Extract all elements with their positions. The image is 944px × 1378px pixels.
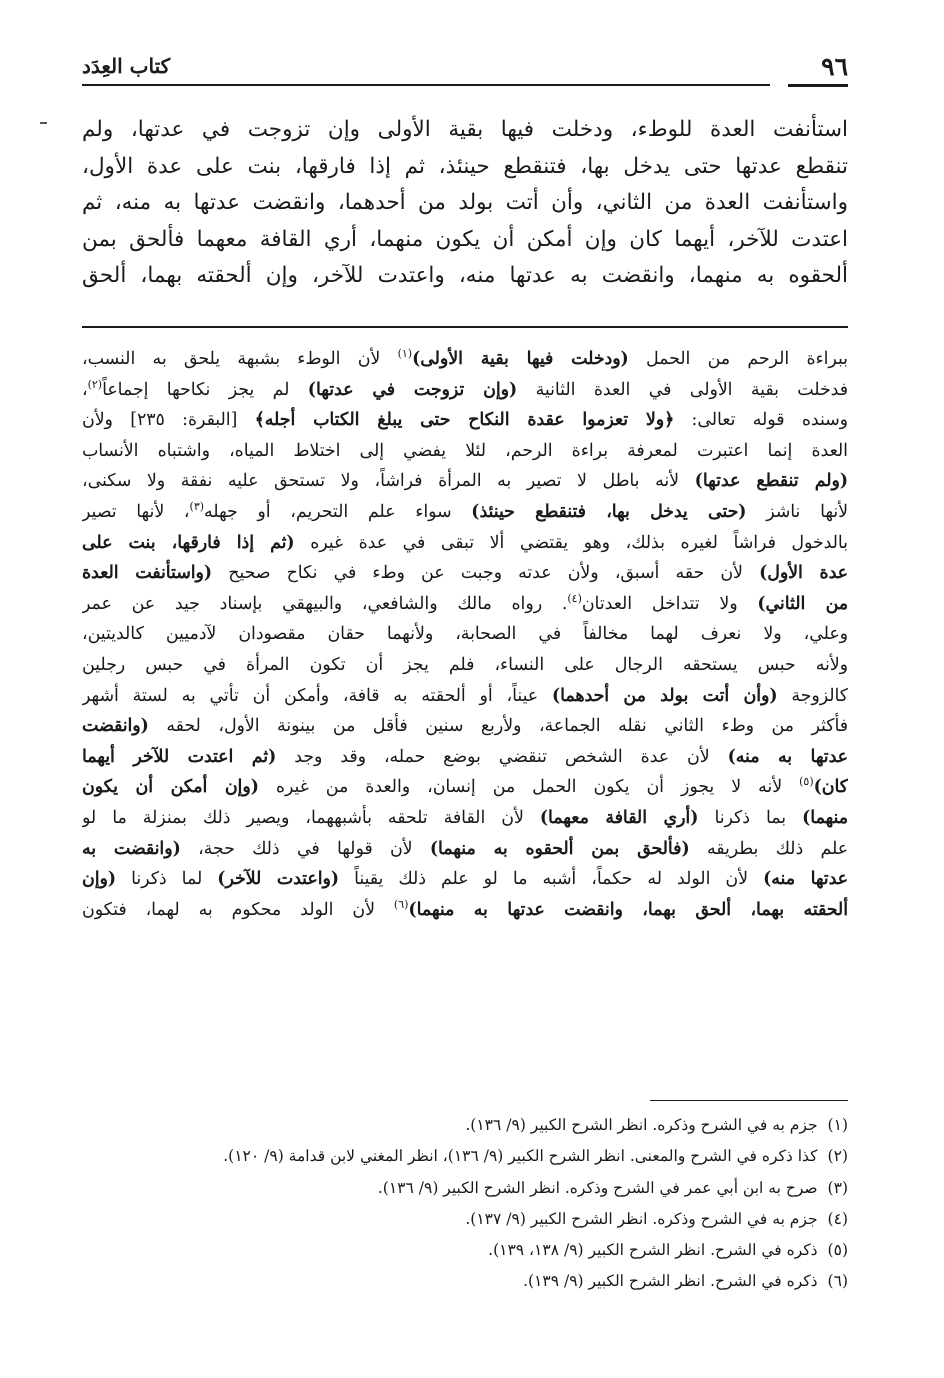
main-text-separator: [82, 326, 848, 328]
footnote-number: (٦): [827, 1272, 848, 1291]
page-number: ٩٦: [821, 52, 848, 81]
commentary-text: سواء علم التحريم، أو جهله: [204, 501, 472, 522]
commentary-line: [82, 772, 848, 803]
matn-quote: (وأن أتت بولد من أحدهما): [551, 685, 778, 706]
commentary-line: [82, 375, 848, 406]
commentary-line: [82, 864, 848, 895]
matn-quote: (وانقضت: [82, 716, 149, 737]
commentary: [82, 344, 848, 925]
footnote: [148, 1110, 848, 1141]
matn-quote: من الثاني): [757, 593, 848, 614]
matn-quote: (حتى يدخل بها، فتنقطع حينئذ): [471, 501, 747, 522]
footnote-number: (٣): [827, 1178, 848, 1197]
commentary-text: ببراءة الرحم من الحمل: [628, 349, 848, 369]
footnote-ref: (٤): [567, 591, 582, 605]
commentary-text: لأن الولد له حكماً، أشبه ما لو علم ذلك يقيناً: [339, 869, 764, 890]
matn-quote: (ودخلت فيها بقية الأولى): [412, 349, 629, 369]
commentary-text: العدة إنما اعتبرت لمعرفة براءة الرحم، لئلا يفضي إلى اختلاط المياه، واشتباه الأنساب: [82, 440, 848, 461]
main-text-line: استأنفت العدة للوطء، ودخلت فيها بقية الأولى وإن تزوجت في عدتها، ولم: [82, 117, 848, 142]
commentary-line: [82, 436, 848, 467]
matn-quote: ألحقته بهما، ألحق بهما، وانقضت عدتها به منهما): [408, 899, 848, 920]
commentary-line: [82, 619, 848, 650]
footnote-separator: [650, 1100, 848, 1101]
footnote: [148, 1235, 848, 1266]
commentary-line: [82, 405, 848, 436]
matn-quote: (ثم إذا فارقها، بنت على: [82, 532, 295, 553]
matn-quote: (ولم تنقطع عدتها): [694, 471, 848, 492]
matn-quote: (أري القافة معهما): [539, 807, 699, 828]
commentary-text: كالزوجة: [777, 685, 848, 706]
commentary-line: [82, 650, 848, 681]
page-header: [82, 52, 848, 92]
matn-quote: ﴿ولا تعزموا عقدة النكاح حتى يبلغ الكتاب أجله﴾: [254, 410, 675, 431]
matn-quote: (وإن أمكن أن يكون: [82, 777, 259, 798]
commentary-text: علم ذلك بطريقه: [689, 838, 848, 859]
footnote-text: ذكره في الشرح. انظر الشرح الكبير (٩/ ١٣٩).: [523, 1272, 818, 1291]
footnote-ref: (١): [397, 347, 413, 361]
footnote-number: (٥): [827, 1241, 848, 1260]
commentary-line: [82, 528, 848, 559]
commentary-text: وسنده قوله تعالى:: [674, 410, 848, 431]
commentary-text: بما ذكرنا: [698, 807, 803, 828]
commentary-text: ،: [82, 379, 88, 400]
main-text-line: واستأنفت العدة من الثاني، وأن أتت بولد من أحدهما، وانقضت عدتها به منه، ثم: [82, 190, 848, 215]
footnote: [148, 1204, 848, 1235]
matn-quote: (وإن تزوجت في عدتها): [307, 379, 518, 400]
header-rule-short: [788, 84, 848, 87]
matn-quote: (وإن: [82, 869, 117, 890]
main-text-line: اعتدت للآخر، أيهما كان وإن أمكن أن يكون منهما، أري القافة معهما فألحق بمن: [82, 226, 848, 252]
commentary-text: . رواه مالك والشافعي، والبيهقي بإسناد جيد عن عمر: [82, 593, 568, 614]
chapter-title: كتاب العِدَد: [82, 54, 171, 78]
commentary-text: لما ذكرنا: [116, 869, 218, 890]
matn-quote: (فألحق بمن ألحقوه به منهما): [429, 838, 690, 859]
commentary-text: لأنه باطل لا تصير به المرأة فراشاً، ولا تستحق عليه نفقة ولا سكنى،: [82, 471, 695, 492]
commentary-text: فأكثر من وطء الثاني نقله الجماعة، ولأربع سنين فأقل من بينونة الأول، لحقه: [148, 716, 848, 737]
matn-quote: (وانقضت به: [82, 838, 181, 859]
main-text: [82, 112, 848, 295]
footnote-text: جزم به في الشرح وذكره. انظر الشرح الكبير (٩/ ١٣٧).: [465, 1209, 818, 1228]
matn-quote: (واعتدت للآخر): [217, 869, 340, 890]
commentary-line: [82, 558, 848, 589]
commentary-text: لأن الولد محكوم به لهما، فتكون: [82, 899, 394, 920]
commentary-text: لأن قولها في ذلك حجة،: [180, 838, 430, 859]
commentary-text: ، لأنها تصير: [82, 501, 190, 522]
commentary-text: [البقرة: ٢٣٥] ولأن: [82, 410, 255, 431]
commentary-text: لأنه لا يجوز أن يكون الحمل من إنسان، والعدة من غيره: [258, 777, 800, 798]
matn-quote: (واستأنفت العدة: [82, 563, 213, 584]
commentary-text: لأنها ناشز: [746, 501, 848, 522]
commentary-line: [82, 589, 848, 620]
commentary-text: ولا تتداخل العدتان: [581, 593, 758, 614]
commentary-line: [82, 742, 848, 773]
commentary-line: [82, 681, 848, 712]
commentary-line: [82, 497, 848, 528]
commentary-line: [82, 344, 848, 375]
footnote: [148, 1141, 848, 1172]
footnote-text: كذا ذكره في الشرح والمعنى. انظر الشرح الكبير (٩/ ١٣٦)، انظر المغني لابن قدامة (٩/ ١٢٠).: [223, 1147, 818, 1166]
commentary-text: عيناً، أو ألحقته به قافة، وأمكن أن تأتي به لستة أشهر: [82, 685, 552, 706]
footnote-number: (١): [827, 1116, 848, 1134]
matn-quote: منهما): [802, 807, 848, 828]
commentary-text: وعلي، ولا نعرف لهما مخالفاً في الصحابة، ولأنهما حقان مقصودان لآدميين كالديتين،: [82, 624, 848, 645]
main-text-line: تنقطع عدتها حتى يدخل بها، فتنقطع حينئذ، ثم إذا فارقها، بنت على عدة الأول،: [82, 153, 848, 179]
main-text-line: ألحقوه به منهما، وانقضت به عدتها منه، واعتدت للآخر، وإن ألحقته بهما، ألحق: [82, 263, 848, 288]
footnote-ref: (٥): [799, 775, 814, 789]
commentary-line: [82, 895, 848, 926]
commentary-text: ولأنه حبس يستحقه الرجال على النساء، فلم يجز أن تكون المرأة في حبس رجلين: [82, 654, 848, 675]
footnote-number: (٤): [827, 1209, 848, 1228]
commentary-line: [82, 711, 848, 742]
matn-quote: عدتها منه): [763, 869, 848, 890]
footnote-number: (٢): [827, 1147, 848, 1166]
footnote-ref: (٣): [189, 500, 205, 514]
matn-quote: كان): [813, 777, 848, 798]
matn-quote: عدتها به منه): [727, 746, 848, 767]
commentary-text: لأن حقه أسبق، ولأن عدته وجبت عن وطء في نكاح صحيح: [212, 563, 760, 584]
footnote-ref: (٦): [393, 897, 409, 911]
footnote-text: جزم به في الشرح وذكره. انظر الشرح الكبير (٩/ ١٣٦).: [465, 1116, 818, 1134]
commentary-text: لم يجز نكاحها إجماعاً: [102, 379, 308, 400]
margin-mark: [40, 122, 47, 124]
commentary-line: [82, 803, 848, 834]
footnote-ref: (٢): [87, 377, 103, 391]
commentary-text: لأن القافة تلحقه بأشبههما، ويصير ذلك بمنزلة ما لو: [82, 807, 540, 828]
matn-quote: (ثم اعتدت للآخر أيهما: [82, 746, 277, 767]
commentary-line: [82, 834, 848, 865]
footnote: [148, 1266, 848, 1297]
commentary-text: لأن الوطء بشبهة يلحق به النسب،: [82, 349, 398, 369]
commentary-text: لأن عدة الشخص تنقضي بوضع حمله، وقد وجد: [276, 746, 728, 767]
header-rule: [82, 84, 770, 86]
commentary-text: بالدخول فراشاً لغيره بذلك، وهو يقتضي ألا تبقى في عدة غيره: [294, 532, 848, 553]
footnote: [148, 1173, 848, 1204]
footnote-text: ذكره في الشرح. انظر الشرح الكبير (٩/ ١٣٨، ١٣٩).: [488, 1241, 818, 1260]
footnote-text: صرح به ابن أبي عمر في الشرح وذكره. انظر الشرح الكبير (٩/ ١٣٦).: [377, 1178, 818, 1197]
commentary-line: [82, 466, 848, 497]
commentary-text: فدخلت بقية الأولى في العدة الثانية: [517, 379, 848, 400]
matn-quote: عدة الأول): [759, 563, 848, 584]
footnotes: [148, 1110, 848, 1298]
